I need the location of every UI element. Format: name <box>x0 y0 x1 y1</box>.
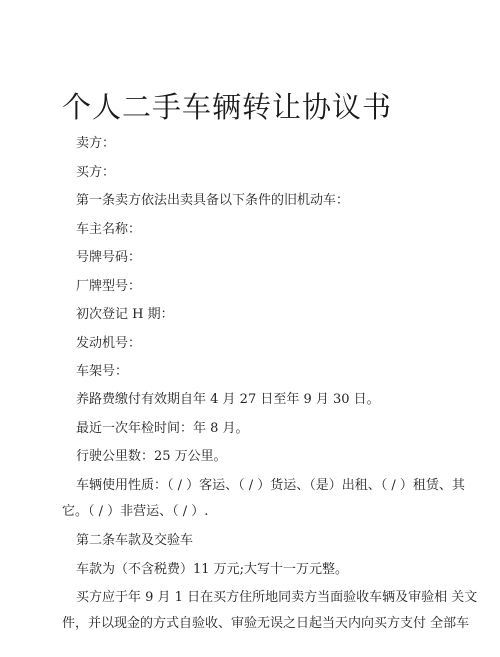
price-line: 车款为（不含税费）11 万元;大写十一万元整。 <box>76 562 349 577</box>
inspection-payment-continuation: 件，并以现金的方式自验收、审验无误之日起当天内向买方支付 全部车 <box>62 616 470 631</box>
first-registration-line: 初次登记 H 期： <box>76 307 174 322</box>
road-fee-line: 养路费缴付有效期自年 4 月 27 日至年 9 月 30 日。 <box>76 392 380 407</box>
article-two-heading: 第二条车款及交验车 <box>76 533 194 548</box>
inspection-payment-line: 买方应于年 9 月 1 日在买方住所地同卖方当面验收车辆及审验相 关文 <box>76 590 478 605</box>
frame-number-line: 车架号： <box>76 364 129 379</box>
buyer-line: 买方： <box>76 165 116 180</box>
model-line: 厂牌型号： <box>76 279 142 294</box>
annual-inspection-line: 最近一次年检时间：年 8 月。 <box>76 421 249 436</box>
article-one-heading: 第一条卖方依法出卖具备以下条件的旧机动车： <box>76 193 350 208</box>
seller-line: 卖方： <box>76 136 116 151</box>
usage-type-continuation: 它。（ / ）非营运、（ / ）. <box>62 504 209 519</box>
usage-type-line: 车辆使用性质：（ / ）客运、（ / ）货运、（是）出租、（ / ）租赁、其 <box>76 478 465 493</box>
engine-number-line: 发动机号： <box>76 336 142 351</box>
plate-number-line: 号牌号码： <box>76 250 142 265</box>
mileage-line: 行驶公里数：25 万公里。 <box>76 449 227 464</box>
owner-name-line: 车主名称： <box>76 222 142 237</box>
document-title: 个人二手车辆转让协议书 <box>62 90 393 124</box>
